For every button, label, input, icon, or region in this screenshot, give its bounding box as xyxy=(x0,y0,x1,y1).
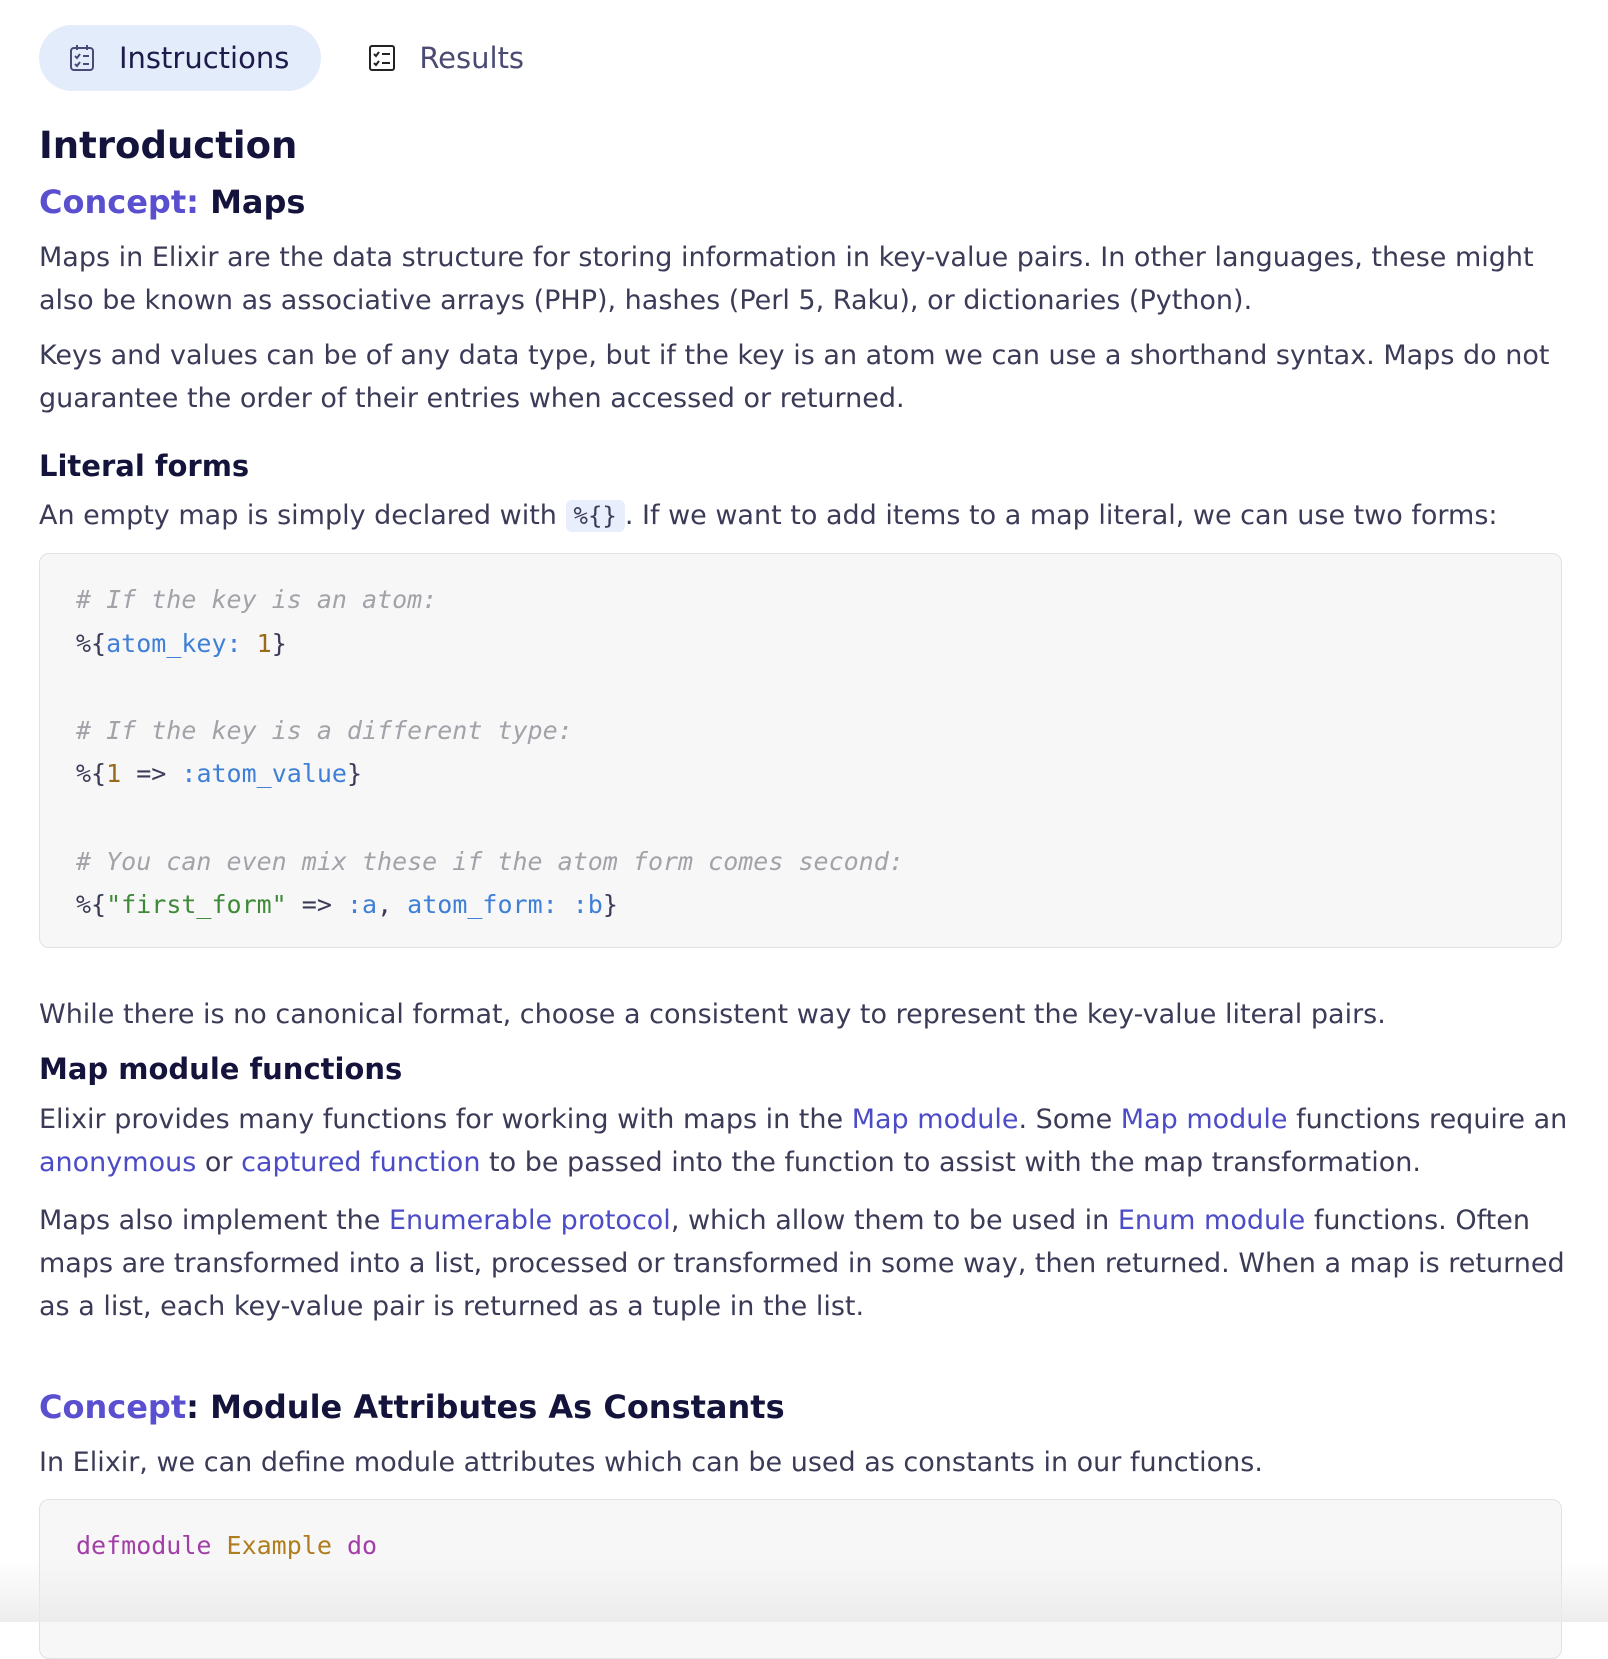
code-token: , xyxy=(377,890,408,920)
code-blank-line xyxy=(76,665,1525,709)
code-comment: # If the key is an atom: xyxy=(76,585,438,614)
anonymous-function-link[interactable]: anonymous xyxy=(39,1147,197,1178)
checklist-icon xyxy=(67,43,97,73)
text-fragment: Elixir provides many functions for working with maps in the xyxy=(39,1104,852,1135)
code-token: 1 xyxy=(106,759,122,789)
code-block-map-literals xyxy=(39,553,1562,948)
code-token: :a xyxy=(346,890,378,920)
text-fragment: . Some xyxy=(1018,1104,1121,1135)
code-token: :atom_value xyxy=(181,759,347,789)
code-token: :b xyxy=(572,890,603,920)
code-token: Example xyxy=(226,1531,332,1560)
text-fragment: or xyxy=(196,1147,242,1178)
concept-label: Concept: xyxy=(39,183,199,221)
text-fragment: . If we want to add items to a map literal, we can use two forms: xyxy=(624,500,1498,531)
maps-paragraph-2: Keys and values can be of any data type, but if the key is an atom we can use a shorthand syntax. Maps do not guarantee the order of their entries when accessed or returned. xyxy=(39,340,1550,414)
tab-instructions-label: Instructions xyxy=(119,41,290,75)
code-token: => xyxy=(121,759,182,789)
text-fragment: Maps also implement the xyxy=(39,1205,389,1236)
code-token: "first_form" xyxy=(106,890,287,920)
tab-results-label: Results xyxy=(419,41,525,75)
module-attributes-paragraph: In Elixir, we can define module attributes which can be used as constants in our functions. xyxy=(39,1447,1263,1478)
code-token: %{ xyxy=(76,890,107,920)
concept-title: Maps xyxy=(198,183,306,221)
tab-results[interactable] xyxy=(321,25,556,91)
code-token: } xyxy=(346,759,363,789)
code-line xyxy=(76,622,1525,666)
tab-bar xyxy=(39,25,556,91)
text-fragment: An empty map is simply declared with xyxy=(39,500,566,531)
code-comment: # You can even mix these if the atom form comes second: xyxy=(76,846,904,876)
captured-function-link[interactable]: captured function xyxy=(241,1147,481,1178)
maps-paragraph-5 xyxy=(39,1098,1569,1184)
code-blank-line xyxy=(76,796,1525,840)
concept-label: Concept xyxy=(39,1388,187,1426)
maps-paragraph-6 xyxy=(39,1199,1569,1328)
enum-module-link[interactable]: Enum module xyxy=(1117,1205,1306,1236)
code-token xyxy=(332,1531,347,1560)
code-token xyxy=(558,890,573,919)
code-token: } xyxy=(602,890,618,920)
map-module-functions-heading: Map module functions xyxy=(39,1052,403,1086)
code-line xyxy=(76,752,1525,796)
text-fragment: functions. Often maps are transformed into a list, processed or transformed in some way, then returned. When a map is returned as a list, each key-value pair is returned as a tuple in the list. xyxy=(39,1205,1565,1322)
code-line xyxy=(76,883,1525,927)
text-fragment: to be passed into the function to assist with the map transformation. xyxy=(480,1147,1421,1178)
code-token: atom_form: xyxy=(407,890,558,920)
maps-paragraph-1: Maps in Elixir are the data structure for storing information in key-value pairs. In other languages, these might also be known as associative arrays (PHP), hashes (Perl 5, Raku), or dictionaries (Python). xyxy=(39,242,1534,316)
code-token: } xyxy=(271,628,287,658)
code-comment: # If the key is a different type: xyxy=(76,715,573,745)
code-token: => xyxy=(286,890,347,920)
code-token xyxy=(242,629,257,658)
checkbox-list-icon xyxy=(367,43,397,73)
code-token: %{ xyxy=(76,759,107,789)
literal-forms-heading: Literal forms xyxy=(39,449,250,483)
enumerable-protocol-link[interactable]: Enumerable protocol xyxy=(389,1205,671,1236)
code-token: do xyxy=(346,1531,378,1560)
code-block-module-attributes xyxy=(39,1499,1562,1659)
code-line xyxy=(76,1524,1525,1568)
maps-paragraph-3 xyxy=(39,494,1569,538)
code-token xyxy=(211,1531,226,1560)
tab-instructions[interactable] xyxy=(39,25,321,91)
code-token: %{ xyxy=(76,628,107,658)
map-module-link[interactable]: Map module xyxy=(1120,1104,1288,1135)
inline-code: %{} xyxy=(566,500,625,532)
maps-paragraph-4: While there is no canonical format, choose a consistent way to represent the key-value literal pairs. xyxy=(39,999,1386,1030)
concept-maps-heading xyxy=(39,183,305,221)
page-title: Introduction xyxy=(39,124,298,167)
text-fragment: , which allow them to be used in xyxy=(670,1205,1118,1236)
concept-module-attributes-heading xyxy=(39,1388,785,1426)
map-module-link[interactable]: Map module xyxy=(851,1104,1019,1135)
text-fragment: functions require an xyxy=(1287,1104,1568,1135)
code-token: atom_key: xyxy=(106,628,242,658)
concept-title: : Module Attributes As Constants xyxy=(186,1388,785,1426)
code-token: defmodule xyxy=(76,1531,212,1560)
code-token: 1 xyxy=(256,628,272,658)
